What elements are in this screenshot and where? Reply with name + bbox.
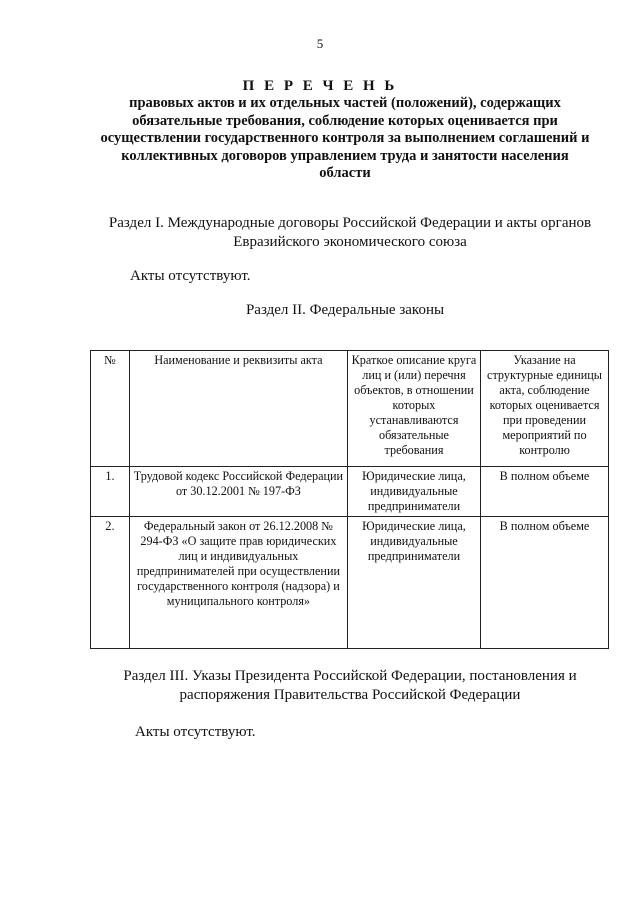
document-title: П Е Р Е Ч Е Н Ь: [242, 78, 398, 94]
document-subtitle: правовых актов и их отдельных частей (положений), содержащих обязательные требования, соблюдение которых оценивается при осуществлении государственного контроля за выполнением соглашений и коллективных договоров управлением труда и занятости населения области: [100, 95, 590, 181]
table-row: [91, 467, 609, 517]
row-structural-units: В полном объеме: [481, 517, 609, 649]
section-2-title: Раздел II. Федеральные законы: [245, 302, 445, 318]
header-num: №: [91, 351, 130, 467]
header-description: Краткое описание круга лиц и (или) перечня объектов, в отношении которых устанавливаются обязательные требования: [347, 351, 480, 467]
row-act-name: Трудовой кодекс Российской Федерации от 30.12.2001 № 197-ФЗ: [129, 467, 347, 517]
row-description: Юридические лица, индивидуальные предприниматели: [347, 467, 480, 517]
row-num: 1.: [91, 467, 130, 517]
section-3-absent-note: Акты отсутствуют.: [135, 724, 256, 740]
section-1-absent-note: Акты отсутствуют.: [130, 268, 251, 284]
section-1-title: Раздел I. Международные договоры Российской Федерации и акты органов Евразийского экономического союза: [108, 215, 592, 250]
row-num: 2.: [91, 517, 130, 649]
acts-table: [90, 350, 609, 649]
row-description: Юридические лица, индивидуальные предприниматели: [347, 517, 480, 649]
table-row: [91, 517, 609, 649]
row-act-name: Федеральный закон от 26.12.2008 № 294-ФЗ «О защите прав юридических лиц и индивидуальных предпринимателей при осуществлении государственного контроля (надзора) и муниципального контроля»: [129, 517, 347, 649]
section-3-title: Раздел III. Указы Президента Российской Федерации, постановления и распоряжения Правительства Российской Федерации: [123, 668, 577, 703]
row-structural-units: В полном объеме: [481, 467, 609, 517]
table-header-row: [91, 351, 609, 467]
page-number: 5: [316, 36, 324, 51]
header-structural-units: Указание на структурные единицы акта, соблюдение которых оценивается при проведении мероприятий по контролю: [481, 351, 609, 467]
header-name: Наименование и реквизиты акта: [129, 351, 347, 467]
